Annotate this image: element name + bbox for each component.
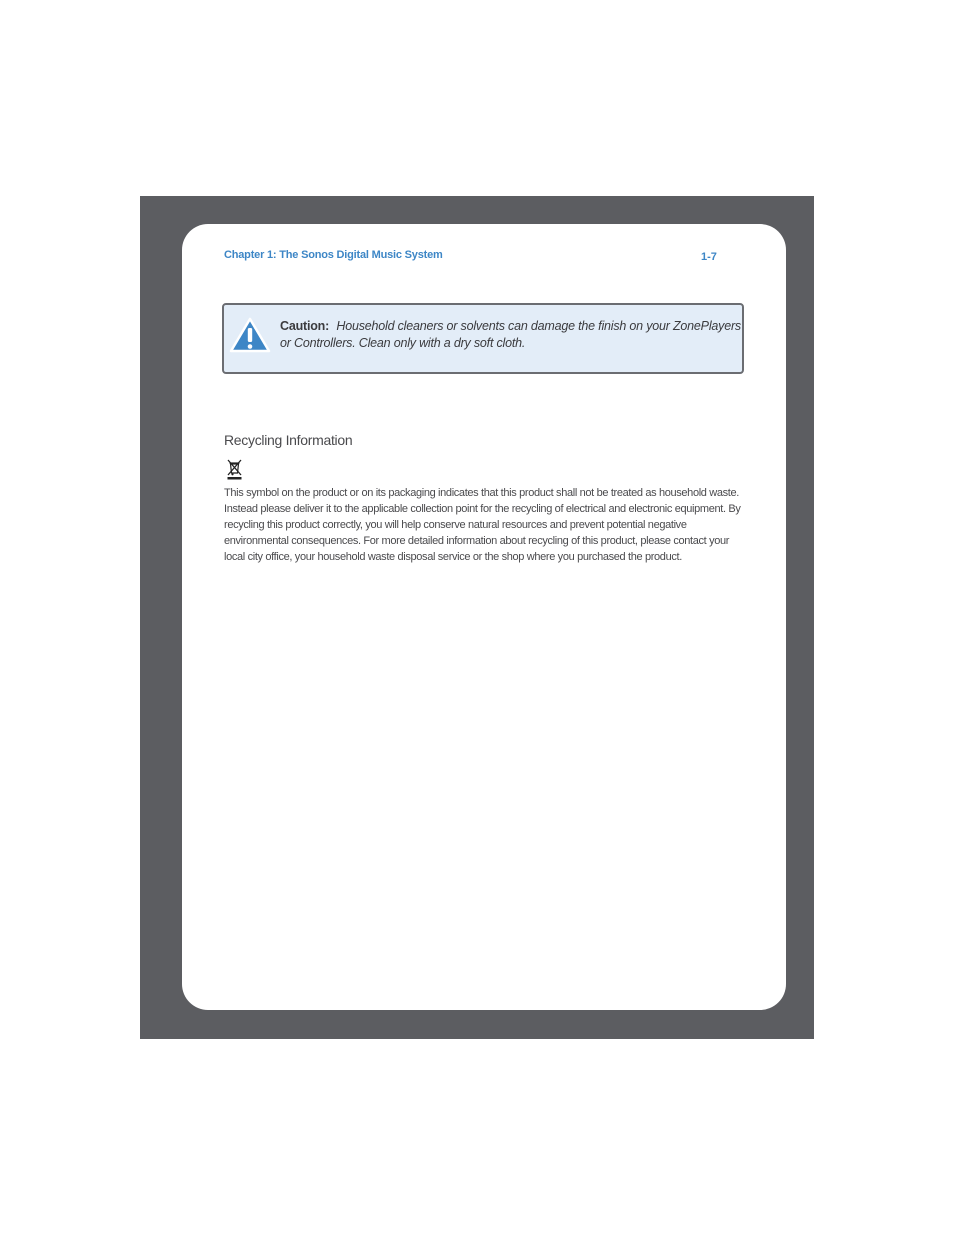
caution-text (280, 318, 742, 352)
caution-label: Caution: (280, 319, 330, 333)
warning-triangle-icon (228, 316, 272, 354)
recycling-body-text: This symbol on the product or on its packaging indicates that this product shall not be treated as household waste. Instead please deliver it to the applicable collection point for the recycling of electrical and electronic equipment. By recycling this product correctly, you will help conserve natural resources and prevent potential negative environmental consequences. For more detailed information about recycling of this product, please contact your local city office, your household waste disposal service or the shop where you purchased the product. (224, 487, 741, 563)
chapter-header: Chapter 1: The Sonos Digital Music System (224, 249, 443, 261)
caution-body: Household cleaners or solvents can damage the finish on your ZonePlayers or Controllers. Clean only with a dry soft cloth. (280, 319, 741, 350)
page-number: 1-7 (701, 251, 717, 263)
crossed-out-wheelie-bin-icon (226, 458, 243, 480)
section-heading-recycling: Recycling Information (224, 432, 353, 448)
